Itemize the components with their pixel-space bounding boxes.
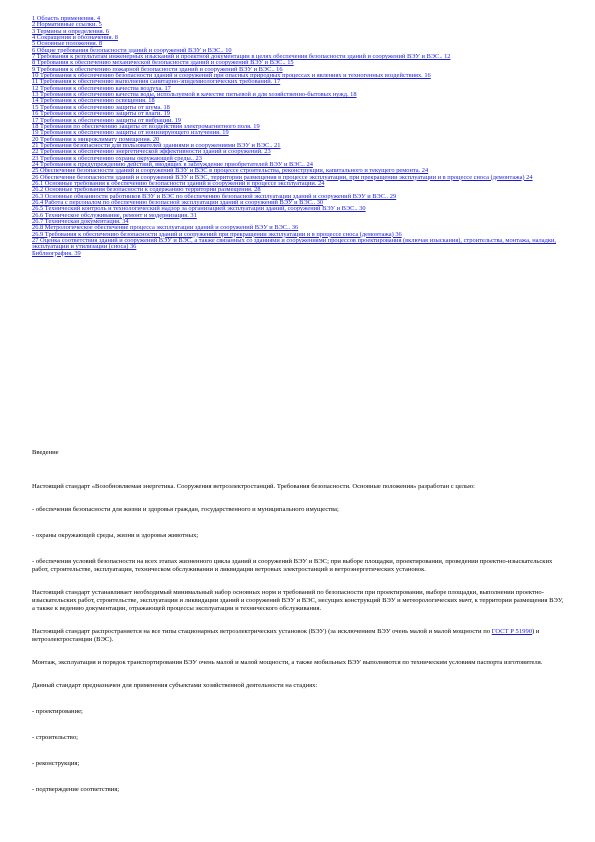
toc-link[interactable]: 23 Требования к обеспечению охраны окружающей среды.. 23 xyxy=(32,154,202,162)
toc-link[interactable]: 16 Требования к обеспечению защиты от влаги. 19 xyxy=(32,110,171,118)
toc-link[interactable]: 1 Область применения. 4 xyxy=(32,15,101,22)
toc-link[interactable]: 2 Нормативные ссылки. 5 xyxy=(32,21,102,29)
toc-link[interactable]: 27 Оценка соответствия зданий и сооружений ВЭУ и ВЭС, а также связанных со зданиями и сооружениями процессов проектирования (включая изыскания), строительства, монтажа, наладки, эксплуатации и утилизации (сноса) 36 xyxy=(32,237,556,251)
bullet-item: - обеспечения условий безопасности на всех этапах жизненного цикла зданий и сооружений ВЭУ и ВЭС; при выборе площадки, проектировании, проведении проектно-изыскательских работ, строительстве, эксплуатации, техническом обслуживании и ликвидации ветровых электростанций и ветроэнергетических установок. xyxy=(32,558,553,573)
stage-item: - реконструкция; xyxy=(32,760,80,767)
toc-link[interactable]: 7 Требования к результатам инженерных изысканий и проектной документации в целях обеспечения безопасности зданий и сооружений ВЭУ и ВЭС.. 12 xyxy=(32,53,451,61)
toc-link[interactable]: 26.7 Техническая документация. 34 xyxy=(32,218,129,225)
paragraph xyxy=(32,628,564,644)
toc-link[interactable]: 26.5 Технический контроль и технологический надзор за организацией эксплуатации зданий, сооружений ВЭУ и ВЭС.. 30 xyxy=(32,205,366,213)
toc-link[interactable]: 26.1 Основные требования к обеспечению безопасности зданий и сооружений в процессе эксплуатации. 24 xyxy=(32,179,325,187)
toc-link[interactable]: 6 Общие требования безопасности зданий и сооружений ВЭУ и ВЭС.. 10 xyxy=(32,46,232,54)
paragraph-text: ) и ветроэлектростанции (ВЭС). xyxy=(32,628,540,643)
toc-link[interactable]: 14 Требования к обеспечению освещения. 18 xyxy=(32,97,155,105)
stage-item: - подтверждение соответствия; xyxy=(32,786,120,793)
stage-item: - строительство; xyxy=(32,734,78,741)
toc-link[interactable]: 25 Обеспечение безопасности зданий и сооружений ВЭУ и ВЭС в процессе строительства, реконструкции, капитального и текущего ремонта. 24 xyxy=(32,167,429,175)
toc-link[interactable]: 13 Требования к обеспечению качества воды, используемой в качестве питьевой и для хозяйственно-бытовых нужд. 18 xyxy=(32,91,357,99)
toc-link[interactable]: 24 Требования к предупреждению действий, вводящих в заблуждение приобретателей ВЭУ и ВЭС.. 24 xyxy=(32,160,313,168)
table-of-contents xyxy=(32,16,564,257)
paragraph: Данный стандарт предназначен для применения субъектами хозяйственной деятельности на стадиях: xyxy=(32,682,318,689)
toc-link[interactable]: 26.2 Основные требования безопасности к содержанию территории размещения. 28 xyxy=(32,186,261,194)
toc-link[interactable]: 9 Требования к обеспечению пожарной безопасности зданий и сооружений ВЭУ и ВЭС.. 16 xyxy=(32,65,283,73)
toc-link[interactable]: 26.6 Техническое обслуживание, ремонт и модернизация. 31 xyxy=(32,211,197,219)
paragraph-text: Настоящий стандарт распространяется на все типы стационарных ветроэлектрических установок (ВЭУ) (за исключением ВЭУ очень малой и малой мощности по xyxy=(32,628,492,635)
stage-item: - проектирование; xyxy=(32,708,83,715)
bullet-item: - охраны окружающей среды, жизни и здоровья животных; xyxy=(32,532,199,539)
toc-link[interactable]: 11 Требования к обеспечению выполнения санитарно-эпидемиологических требований. 17 xyxy=(32,78,281,86)
toc-link[interactable]: 26.9 Требования к обеспечению безопасности зданий и сооружений при прекращении эксплуатации и в процессе сноса (демонтажа) 36 xyxy=(32,230,402,238)
toc-link[interactable]: 22 Требования к обеспечению энергетической эффективности зданий и сооружений. 23 xyxy=(32,148,271,156)
toc-link[interactable]: 21 Требования безопасности для пользователей зданиями и сооружениями ВЭУ и ВЭС.. 21 xyxy=(32,141,281,149)
toc-link[interactable]: 18 Требования по обеспечению защиты от воздействия электромагнитного поля. 19 xyxy=(32,122,260,130)
standard-link[interactable]: ГОСТ Р 51990 xyxy=(491,628,533,635)
toc-link[interactable]: 20 Требования к микроклимату помещения. 20 xyxy=(32,135,160,143)
bullet-item: - обеспечения безопасности для жизни и здоровья граждан, государственного и муниципального имущества; xyxy=(32,506,339,513)
toc-link[interactable]: 26.8 Метрологическое обеспечение процесса эксплуатации зданий и сооружений ВЭУ и ВЭС.. 36 xyxy=(32,224,299,232)
toc-link[interactable]: 10 Требования к обеспечению безопасности зданий и сооружений при опасных природных процессах и явлениях и техногенных воздействиях. 16 xyxy=(32,72,431,80)
toc-link[interactable]: 5 Основные положения. 8 xyxy=(32,40,103,48)
toc-link[interactable]: 26.3 Основные обязанности работников ВЭУ и ВЭС по обеспечению безопасной эксплуатации зданий и сооружений ВЭУ и ВЭС.. 29 xyxy=(32,192,397,200)
toc-link[interactable]: 26.4 Работа с персоналом по обеспечению безопасной эксплуатации зданий и сооружений ВЭУ и ВЭС.. 30 xyxy=(32,198,324,206)
toc-link[interactable]: 3 Термины и определения. 6 xyxy=(32,27,110,35)
toc-link[interactable]: 4 Сокращения и обозначения. 8 xyxy=(32,34,118,42)
toc-link[interactable]: 15 Требования к обеспечению защиты от шума. 18 xyxy=(32,103,170,111)
toc-link[interactable]: Библиография. 39 xyxy=(32,249,81,257)
toc-link[interactable]: 8 Требования к обеспечению механической безопасности зданий и сооружений ВЭУ и ВЭС.. 15 xyxy=(32,59,294,67)
toc-link[interactable]: 19 Требования к обеспечению защиты от ионизирующего излучения. 19 xyxy=(32,129,229,137)
toc-link[interactable]: 17 Требования к обеспечению защиты от вибрации. 19 xyxy=(32,116,181,124)
section-heading: Введение xyxy=(32,449,59,456)
paragraph: Настоящий стандарт «Возобновляемая энергетика. Сооружения ветроэлектростанций. Требования безопасности. Основные положения» разработан с целью: xyxy=(32,483,475,490)
toc-link[interactable]: 26 Обеспечение безопасности зданий и сооружений ВЭУ и ВЭС, территории размещения в процессе эксплуатации, при прекращении эксплуатации и в процессе сноса (демонтажа) 24 xyxy=(32,173,533,181)
toc-link[interactable]: 12 Требования к обеспечению качества воздуха. 17 xyxy=(32,84,171,92)
paragraph: Настоящий стандарт устанавливает необходимый минимальный набор основных норм и требований по безопасности при проектировании, выборе площадки, выполнении проектно-изыскательских работ, строительстве, эксплуатации и ликвидации зданий и сооружений ВЭУ и ВЭС, несущих конструкций ВЭУ и метеорологических мачт, к территории размещения ВЭУ, а также к ведению документации, отражающей процессы эксплуатации и технического обслуживания. xyxy=(32,589,564,612)
introduction-section xyxy=(32,449,564,794)
paragraph: Монтаж, эксплуатация и порядок транспортирования ВЭУ очень малой и малой мощности, а также мобильных ВЭУ выполняются по техническим условиям паспорта изготовителя. xyxy=(32,659,543,666)
